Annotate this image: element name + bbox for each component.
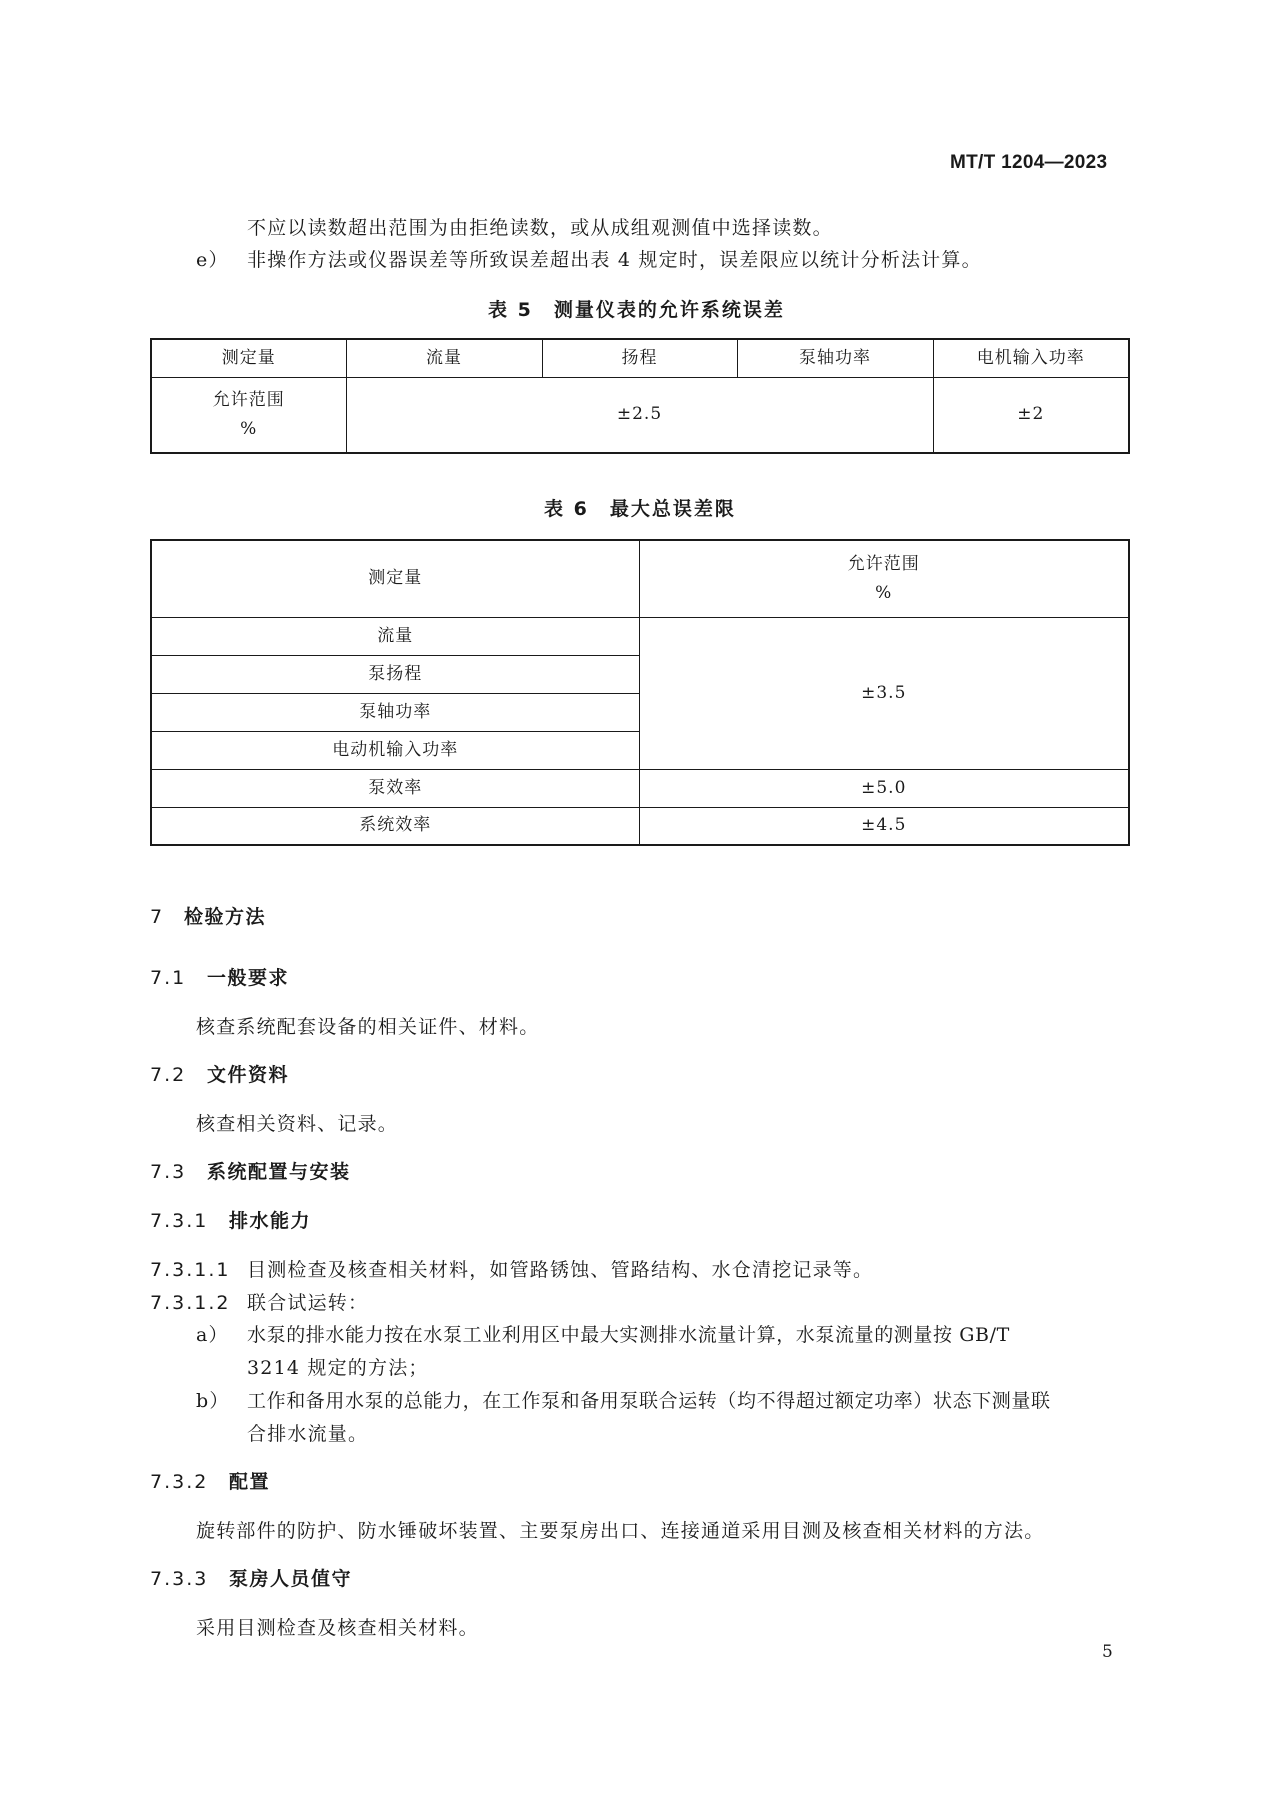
- table5-header-flow: 流量: [346, 339, 542, 377]
- table5-header-motor-power: 电机输入功率: [933, 339, 1129, 377]
- table6-quantity-cell: 泵扬程: [151, 655, 639, 693]
- item-a-label: a）: [196, 1324, 229, 1346]
- item-a-line1: 水泵的排水能力按在水泵工业利用区中最大实测排水流量计算，水泵流量的测量按 GB/T: [247, 1324, 1010, 1346]
- table6-header-range-line1: 允许范围: [847, 553, 920, 574]
- item-b-line2: 合排水流量。: [247, 1423, 369, 1445]
- table6-quantity-cell: 泵效率: [151, 769, 639, 807]
- section-7-3-title: 系统配置与安装: [207, 1161, 351, 1183]
- item-b-label: b）: [196, 1390, 230, 1412]
- section-7-3-3-heading: [150, 1564, 352, 1591]
- table5-header-shaft-power: 泵轴功率: [737, 339, 933, 377]
- table6: [150, 539, 1130, 846]
- table5-value-merged: ±2.5: [346, 377, 933, 453]
- table5-caption: 表 5 测量仪表的允许系统误差: [488, 299, 785, 321]
- table6-header-range-line2: %: [875, 582, 893, 603]
- section-7-3-1-heading: [150, 1206, 311, 1233]
- section-7-1-body: 核查系统配套设备的相关证件、材料。: [196, 1016, 540, 1038]
- table5-value-motor: ±2: [933, 377, 1129, 453]
- item-b-line1: 工作和备用水泵的总能力，在工作泵和备用泵联合运转（均不得超过额定功率）状态下测量联: [247, 1390, 1051, 1412]
- section-7-3-3-body: 采用目测检查及核查相关材料。: [196, 1617, 479, 1639]
- section-7-3-number: 7.3: [150, 1161, 187, 1183]
- section-7-3-2-number: 7.3.2: [150, 1471, 209, 1493]
- table6-quantity-cell: 系统效率: [151, 807, 639, 845]
- page-number: 5: [1102, 1642, 1113, 1662]
- section-7-3-3-number: 7.3.3: [150, 1568, 209, 1590]
- table5: [150, 338, 1130, 454]
- section-7-1-heading: [150, 963, 289, 990]
- section-7-1-title: 一般要求: [207, 967, 290, 989]
- item-e-label: e）: [196, 249, 229, 271]
- section-7-3-2-title: 配置: [229, 1471, 271, 1493]
- table5-row-label-line1: 允许范围: [212, 389, 285, 410]
- table5-row-label: [151, 377, 346, 453]
- section-7-3-2-heading: [150, 1467, 270, 1494]
- item-a-line2: 3214 规定的方法；: [247, 1357, 429, 1379]
- section-7-2-title: 文件资料: [207, 1064, 290, 1086]
- table6-quantity-cell: 泵轴功率: [151, 693, 639, 731]
- table5-header-quantity: 测定量: [151, 339, 346, 377]
- section-7-3-1-1: [150, 1255, 873, 1282]
- table5-row-label-line2: %: [240, 418, 258, 439]
- table6-quantity-cell: 电动机输入功率: [151, 731, 639, 769]
- section-7-3-1-1-number: 7.3.1.1: [150, 1259, 231, 1281]
- section-7-3-1-title: 排水能力: [229, 1210, 312, 1232]
- table6-quantity-cell: 流量: [151, 617, 639, 655]
- intro-line: 不应以读数超出范围为由拒绝读数，或从成组观测值中选择读数。: [247, 217, 833, 239]
- section-7-number: 7: [150, 906, 165, 928]
- table6-caption: 表 6 最大总误差限: [544, 498, 736, 520]
- section-7-title: 检验方法: [184, 906, 267, 928]
- table5-header-head: 扬程: [542, 339, 737, 377]
- section-7-3-1-2-text: 联合试运转：: [247, 1292, 369, 1314]
- section-7-3-1-2-number: 7.3.1.2: [150, 1292, 231, 1314]
- section-7-3-heading: [150, 1157, 351, 1184]
- section-7-2-number: 7.2: [150, 1064, 187, 1086]
- section-7-3-3-title: 泵房人员值守: [229, 1568, 353, 1590]
- item-e-text: 非操作方法或仪器误差等所致误差超出表 4 规定时，误差限应以统计分析法计算。: [247, 249, 982, 271]
- section-7-3-1-2: [150, 1288, 368, 1315]
- section-7-2-body: 核查相关资料、记录。: [196, 1113, 399, 1135]
- table6-header-quantity: 测定量: [151, 540, 639, 617]
- table6-range-cell: ±4.5: [639, 807, 1129, 845]
- table6-header-range: [639, 540, 1129, 617]
- section-7-heading: [150, 902, 266, 929]
- section-7-3-1-number: 7.3.1: [150, 1210, 209, 1232]
- section-7-3-2-body: 旋转部件的防护、防水锤破坏装置、主要泵房出口、连接通道采用目测及核查相关材料的方法。: [196, 1520, 1045, 1542]
- table6-range-cell: ±5.0: [639, 769, 1129, 807]
- table6-merged-range: ±3.5: [639, 617, 1129, 769]
- section-7-3-1-1-text: 目测检查及核查相关材料，如管路锈蚀、管路结构、水仓清挖记录等。: [247, 1259, 874, 1281]
- standard-code: MT/T 1204—2023: [950, 152, 1108, 173]
- section-7-2-heading: [150, 1060, 289, 1087]
- section-7-1-number: 7.1: [150, 967, 187, 989]
